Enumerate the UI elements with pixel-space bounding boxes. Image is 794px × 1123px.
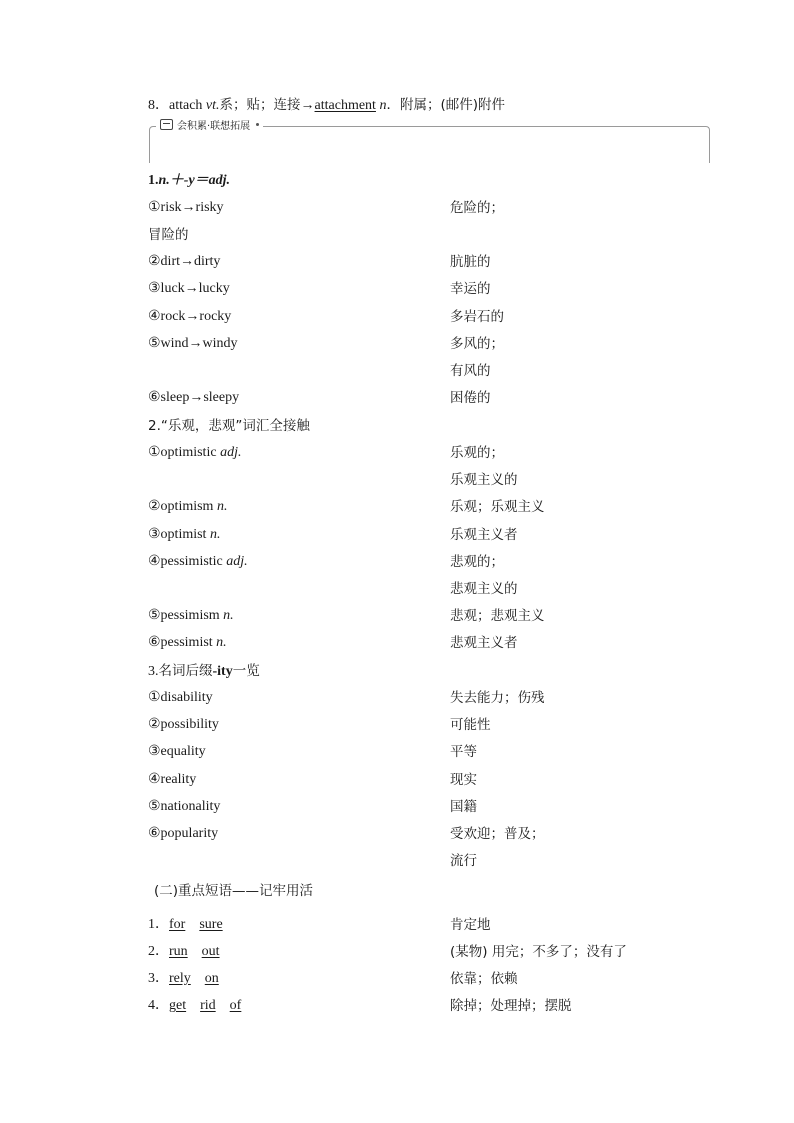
section3-title-tail: 一览	[232, 663, 260, 679]
list-item-en: ③equality	[148, 744, 206, 759]
vocab-item-8	[148, 96, 505, 115]
list-item-en: ④reality	[148, 772, 197, 787]
phrase-word: rely	[169, 971, 191, 986]
list-item-cn: 受欢迎；普及；	[450, 826, 545, 842]
list-item-en: ③luck→lucky	[148, 281, 230, 296]
list-item-cn: 乐观主义者	[450, 527, 518, 543]
phrase-meaning: 除掉；处理掉；摆脱	[450, 998, 572, 1014]
phrase-word: of	[229, 998, 242, 1013]
list-item-cn: 悲观的；	[450, 554, 504, 570]
headword-meaning: 系；贴；连接	[219, 97, 301, 113]
section1-formula: n.＋-y＝adj.	[158, 173, 231, 188]
notebook-icon	[160, 119, 173, 130]
list-item-en: ⑤wind→windy	[148, 336, 238, 351]
list-item-en: ⑤nationality	[148, 799, 221, 814]
word: ③optimist	[148, 527, 207, 542]
part-of-speech: adj.	[220, 445, 242, 460]
list-item-en	[148, 444, 241, 462]
phrase-number: 3．	[148, 971, 169, 986]
expansion-box-header	[156, 117, 263, 132]
phrase-word: rid	[200, 998, 216, 1013]
phrase-word: get	[169, 998, 187, 1013]
phrase-item	[148, 970, 219, 988]
list-item-en	[148, 634, 227, 652]
arrow: →	[300, 98, 315, 113]
list-item-cn-wrap: 流行	[450, 853, 477, 869]
list-item-en	[148, 526, 220, 544]
list-item-en: ①disability	[148, 690, 213, 705]
list-item-cn-wrap: 悲观主义的	[450, 581, 518, 597]
phrase-item	[148, 916, 223, 934]
list-item-cn: 幸运的	[450, 281, 491, 297]
derived-meaning: ．附属；(邮件)附件	[386, 97, 505, 113]
list-item-en	[148, 553, 248, 571]
list-item-cn: 失去能力；伤残	[450, 690, 545, 706]
phrase-meaning: 肯定地	[450, 917, 491, 933]
phrase-number: 4．	[148, 998, 169, 1013]
list-item-cn: 平等	[450, 744, 477, 760]
list-item-cn-wrap: 乐观主义的	[450, 472, 518, 488]
phrase-word: sure	[199, 917, 223, 932]
list-item-cn: 多风的；	[450, 336, 504, 352]
list-item-en: ⑥sleep→sleepy	[148, 390, 240, 405]
section3-title	[148, 662, 260, 681]
list-item-cn: 危险的；	[450, 200, 504, 216]
section1-number: 1.	[148, 173, 159, 188]
list-item-cn: 困倦的	[450, 390, 491, 406]
list-item-en: ④rock→rocky	[148, 309, 232, 324]
headword: attach	[169, 98, 203, 113]
word: ①optimistic	[148, 445, 217, 460]
word: ④pessimistic	[148, 554, 223, 569]
phrase-item	[148, 943, 220, 961]
list-item-cn: 肮脏的	[450, 254, 491, 270]
part-of-speech: n.	[216, 635, 227, 650]
phrase-meaning: 依靠；依赖	[450, 971, 518, 987]
phrase-meaning: (某物) 用完；不多了；没有了	[450, 944, 627, 960]
derived-word: attachment	[314, 98, 376, 113]
phrase-word: on	[204, 971, 219, 986]
section3-number: 3.	[148, 664, 159, 679]
phrases-title: (二)重点短语——记牢用活	[154, 883, 314, 899]
list-item-cn: 多岩石的	[450, 309, 504, 325]
section3-title-text: 名词后缀	[158, 663, 213, 679]
list-item-cn: 悲观；悲观主义	[450, 608, 545, 624]
list-item-en: ②possibility	[148, 717, 219, 732]
word: ⑥pessimist	[148, 635, 213, 650]
phrase-number: 1．	[148, 917, 169, 932]
expansion-box-title: 会积累·联想拓展	[177, 121, 251, 132]
word: ⑤pessimism	[148, 608, 220, 623]
list-item-cn-wrap: 有风的	[450, 363, 491, 379]
list-item-en: ②dirt→dirty	[148, 254, 221, 269]
list-item-cn: 可能性	[450, 717, 491, 733]
part-of-speech: n.	[209, 527, 221, 542]
list-item-cn: 悲观主义者	[450, 635, 518, 651]
section1-title	[148, 172, 230, 190]
part-of-speech: n.	[216, 499, 228, 514]
list-item-cn: 国籍	[450, 799, 477, 815]
list-item-en	[148, 498, 227, 516]
list-item-cn-wrap: 冒险的	[148, 227, 189, 243]
list-item-cn: 乐观；乐观主义	[450, 499, 545, 515]
phrase-word: out	[201, 944, 220, 959]
phrase-word: run	[169, 944, 188, 959]
list-item-cn: 乐观的；	[450, 445, 504, 461]
section2-title: 2.“乐观，悲观”词汇全接触	[148, 418, 310, 434]
word: ②optimism	[148, 499, 214, 514]
phrase-item	[148, 997, 241, 1015]
section3-suffix: -ity	[212, 664, 233, 679]
derived-pos: n	[379, 98, 387, 113]
part-of-speech: n.	[223, 608, 234, 623]
phrase-word: for	[169, 917, 186, 932]
list-item-en: ①risk→risky	[148, 200, 224, 215]
part-of-speech: adj.	[226, 554, 248, 569]
list-item-en	[148, 607, 234, 625]
list-item-en: ⑥popularity	[148, 826, 219, 841]
phrase-number: 2．	[148, 944, 169, 959]
item-number: 8．	[148, 98, 169, 113]
bullet-dot-icon	[256, 123, 259, 126]
list-item-cn: 现实	[450, 772, 477, 788]
part-of-speech: vt.	[205, 98, 220, 113]
